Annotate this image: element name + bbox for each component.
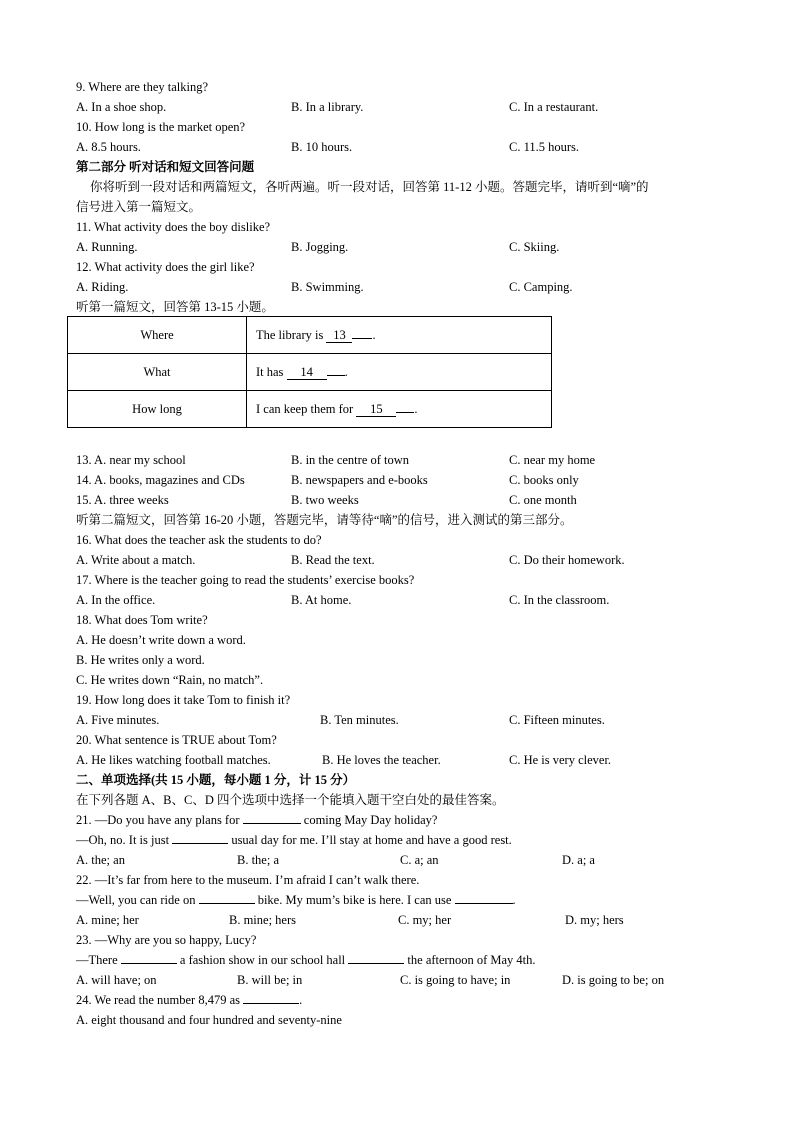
question-16-stem: 16. What does the teacher ask the students to do? bbox=[76, 533, 322, 547]
option-b: B. He loves the teacher. bbox=[322, 753, 441, 767]
option-c: C. a; an bbox=[400, 853, 439, 867]
question-23-line1: 23. —Why are you so happy, Lucy? bbox=[76, 933, 257, 947]
option-a: A. 8.5 hours. bbox=[76, 140, 141, 154]
option-a: A. Five minutes. bbox=[76, 713, 160, 727]
text: 21. —Do you have any plans for bbox=[76, 813, 243, 827]
text: the afternoon of May 4th. bbox=[404, 953, 536, 967]
option-c: C. 11.5 hours. bbox=[509, 140, 580, 154]
option-b: B. In a library. bbox=[291, 100, 364, 114]
part2-instruction-line1: 你将听到一段对话和两篇短文，各听两遍。听一段对话，回答第 11-12 小题。答题完毕，请听到“嘀”的 bbox=[90, 180, 649, 194]
blank bbox=[243, 1003, 299, 1004]
option-d: D. my; hers bbox=[565, 913, 624, 927]
text: —There bbox=[76, 953, 121, 967]
section2-instruction: 在下列各题 A、B、C、D 四个选项中选择一个能填入题干空白处的最佳答案。 bbox=[76, 793, 505, 807]
info-table bbox=[67, 316, 552, 428]
text: —Well, you can ride on bbox=[76, 893, 199, 907]
option-a: 15. A. three weeks bbox=[76, 493, 169, 507]
question-17-stem: 17. Where is the teacher going to read the students’ exercise books? bbox=[76, 573, 415, 587]
question-12-stem: 12. What activity does the girl like? bbox=[76, 260, 255, 274]
section2-title: 二、单项选择(共 15 小题，每小题 1 分，计 15 分） bbox=[76, 773, 356, 787]
option-c: C. He is very clever. bbox=[509, 753, 612, 767]
question-18-option-a: A. He doesn’t write down a word. bbox=[76, 633, 246, 647]
question-18-option-c: C. He writes down “Rain, no match”. bbox=[76, 673, 264, 687]
question-9-options bbox=[76, 99, 716, 115]
option-c: C. In the classroom. bbox=[509, 593, 610, 607]
question-20-stem: 20. What sentence is TRUE about Tom? bbox=[76, 733, 277, 747]
question-23-options bbox=[76, 972, 716, 988]
option-a: A. He likes watching football matches. bbox=[76, 753, 271, 767]
row-content bbox=[247, 354, 552, 391]
question-19-options bbox=[76, 712, 716, 728]
row-prefix: I can keep them for bbox=[256, 401, 357, 416]
row-content bbox=[247, 317, 552, 354]
question-21-options bbox=[76, 852, 716, 868]
question-21-line1 bbox=[76, 812, 437, 828]
text: —Oh, no. It is just bbox=[76, 833, 173, 847]
blank-tail bbox=[352, 338, 372, 339]
blank-tail bbox=[396, 412, 414, 413]
option-c: C. Do their homework. bbox=[509, 553, 625, 567]
option-c: C. In a restaurant. bbox=[509, 100, 599, 114]
row-suffix: . bbox=[344, 364, 348, 379]
blank-15: 15 bbox=[356, 403, 396, 417]
blank-13: 13 bbox=[326, 329, 352, 343]
row-label: What bbox=[68, 354, 247, 391]
option-c: C. Camping. bbox=[509, 280, 573, 294]
text: 24. We read the number 8,479 as bbox=[76, 993, 244, 1007]
option-c: C. Fifteen minutes. bbox=[509, 713, 605, 727]
text: a fashion show in our school hall bbox=[176, 953, 349, 967]
option-a: A. In the office. bbox=[76, 593, 156, 607]
text: . bbox=[299, 993, 303, 1007]
question-15-options bbox=[76, 492, 716, 508]
option-b: B. 10 hours. bbox=[291, 140, 353, 154]
question-10-options bbox=[76, 139, 716, 155]
question-12-options bbox=[76, 279, 716, 295]
question-24-option-a: A. eight thousand and four hundred and seventy-nine bbox=[76, 1013, 342, 1027]
blank bbox=[348, 963, 404, 964]
option-b: B. Jogging. bbox=[291, 240, 349, 254]
question-13-options bbox=[76, 452, 716, 468]
text: . bbox=[512, 893, 516, 907]
question-23-line2 bbox=[76, 952, 536, 968]
row-prefix: It has bbox=[256, 364, 287, 379]
option-b: B. Read the text. bbox=[291, 553, 375, 567]
question-24-line1 bbox=[76, 992, 302, 1008]
option-c: C. one month bbox=[509, 493, 577, 507]
passage1-instruction: 听第一篇短文，回答第 13-15 小题。 bbox=[76, 300, 274, 314]
question-11-options bbox=[76, 239, 716, 255]
row-content bbox=[247, 391, 552, 428]
question-21-line2 bbox=[76, 832, 512, 848]
row-label: How long bbox=[68, 391, 247, 428]
table-row bbox=[68, 354, 552, 391]
text: coming May Day holiday? bbox=[300, 813, 438, 827]
option-b: B. At home. bbox=[291, 593, 352, 607]
question-22-options bbox=[76, 912, 716, 928]
option-a: A. will have; on bbox=[76, 973, 157, 987]
option-c: C. my; her bbox=[398, 913, 452, 927]
option-b: B. Ten minutes. bbox=[320, 713, 399, 727]
row-prefix: The library is bbox=[256, 327, 327, 342]
blank bbox=[199, 903, 255, 904]
question-11-stem: 11. What activity does the boy dislike? bbox=[76, 220, 271, 234]
text: bike. My mum’s bike is here. I can use bbox=[254, 893, 455, 907]
option-a: A. In a shoe shop. bbox=[76, 100, 167, 114]
question-16-options bbox=[76, 552, 716, 568]
blank-tail bbox=[327, 375, 345, 376]
question-20-options bbox=[76, 752, 716, 768]
question-14-options bbox=[76, 472, 716, 488]
table-row bbox=[68, 391, 552, 428]
option-a: A. mine; her bbox=[76, 913, 139, 927]
option-a: A. Write about a match. bbox=[76, 553, 196, 567]
blank bbox=[121, 963, 177, 964]
option-a: A. the; an bbox=[76, 853, 125, 867]
option-a: A. Riding. bbox=[76, 280, 129, 294]
row-suffix: . bbox=[414, 401, 418, 416]
option-c: C. near my home bbox=[509, 453, 596, 467]
part2-instruction-line2: 信号进入第一篇短文。 bbox=[76, 200, 202, 214]
question-18-option-b: B. He writes only a word. bbox=[76, 653, 205, 667]
question-18-stem: 18. What does Tom write? bbox=[76, 613, 208, 627]
blank bbox=[243, 823, 301, 824]
option-a: A. Running. bbox=[76, 240, 138, 254]
text: usual day for me. I’ll stay at home and have a good rest. bbox=[228, 833, 512, 847]
row-label: Where bbox=[68, 317, 247, 354]
option-b: B. newspapers and e-books bbox=[291, 473, 428, 487]
option-c: C. books only bbox=[509, 473, 579, 487]
option-d: D. is going to be; on bbox=[562, 973, 665, 987]
question-17-options bbox=[76, 592, 716, 608]
option-b: B. mine; hers bbox=[229, 913, 297, 927]
blank bbox=[455, 903, 513, 904]
question-22-line1: 22. —It’s far from here to the museum. I’m afraid I can’t walk there. bbox=[76, 873, 420, 887]
option-c: C. is going to have; in bbox=[400, 973, 511, 987]
option-b: B. the; a bbox=[237, 853, 280, 867]
row-suffix: . bbox=[372, 327, 376, 342]
question-19-stem: 19. How long does it take Tom to finish it? bbox=[76, 693, 291, 707]
blank-14: 14 bbox=[287, 366, 327, 380]
part2-title: 第二部分 听对话和短文回答问题 bbox=[76, 160, 255, 174]
question-22-line2 bbox=[76, 892, 516, 908]
option-b: B. in the centre of town bbox=[291, 453, 410, 467]
option-b: B. two weeks bbox=[291, 493, 359, 507]
question-10-stem: 10. How long is the market open? bbox=[76, 120, 246, 134]
option-c: C. Skiing. bbox=[509, 240, 560, 254]
blank bbox=[172, 843, 228, 844]
question-9-stem: 9. Where are they talking? bbox=[76, 80, 209, 94]
option-a: 14. A. books, magazines and CDs bbox=[76, 473, 245, 487]
option-b: B. Swimming. bbox=[291, 280, 364, 294]
option-a: 13. A. near my school bbox=[76, 453, 186, 467]
option-d: D. a; a bbox=[562, 853, 595, 867]
option-b: B. will be; in bbox=[237, 973, 303, 987]
passage2-instruction: 听第二篇短文，回答第 16-20 小题，答题完毕，请等待“嘀”的信号，进入测试的第三部分。 bbox=[76, 513, 573, 527]
table-row bbox=[68, 317, 552, 354]
